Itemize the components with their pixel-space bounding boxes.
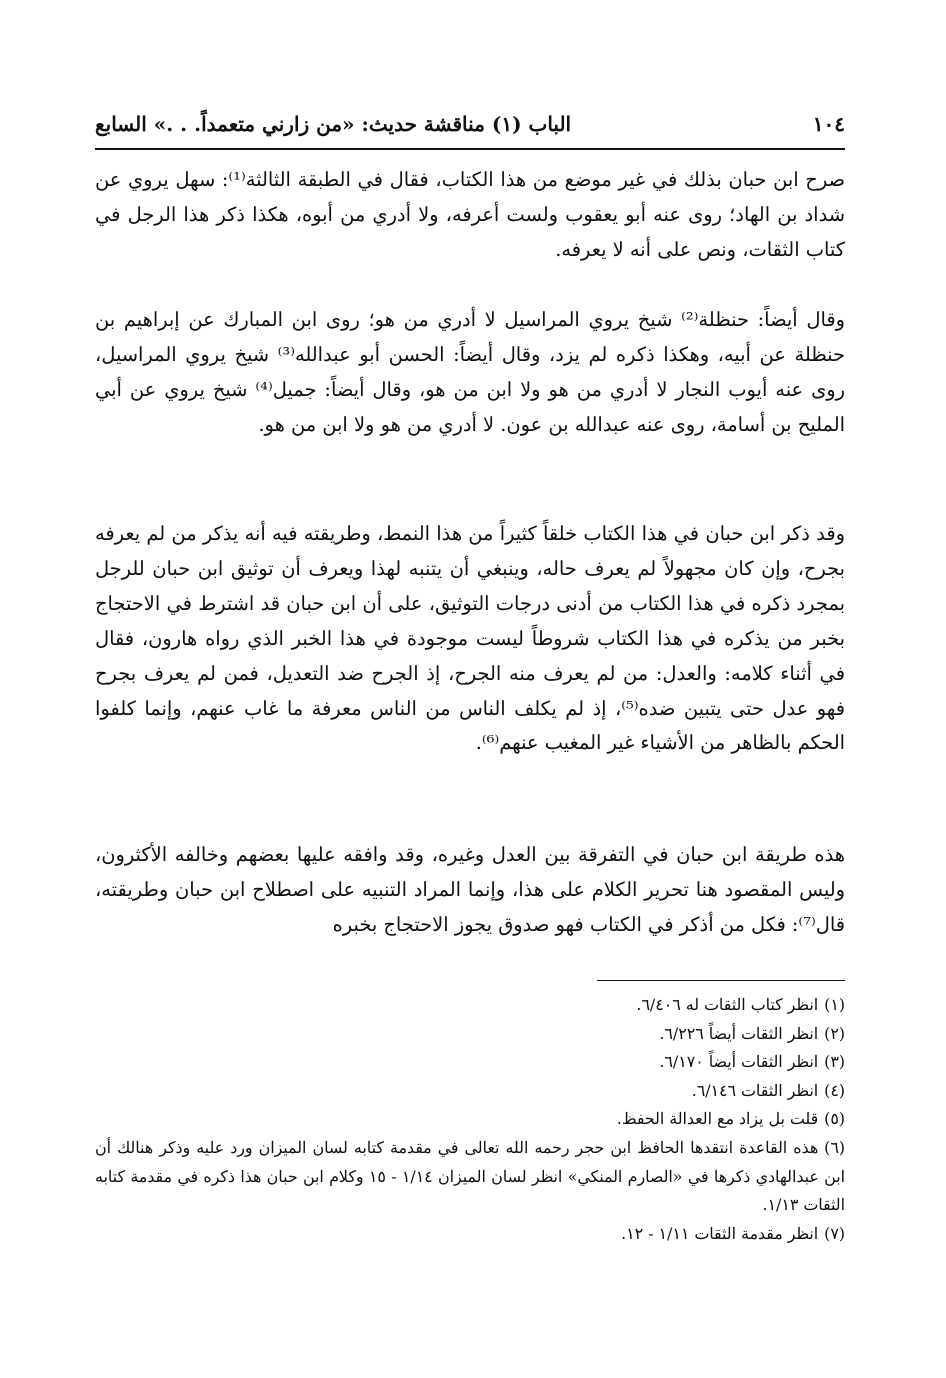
footnote-number: (٥) <box>824 1109 845 1129</box>
footnote-text: انظر كتاب الثقات له ٦/٤٠٦. <box>636 995 819 1014</box>
footnote-4 <box>95 1077 845 1106</box>
footnote-separator <box>597 980 845 981</box>
footnote-number: (١) <box>824 995 845 1014</box>
paragraph-2 <box>95 303 845 443</box>
footnote-number: (٧) <box>824 1223 845 1243</box>
running-header <box>95 112 845 146</box>
footnote-text: هذه القاعدة انتقدها الحافظ ابن حجر رحمه الله تعالى في مقدمة كتابه لسان الميزان ورد عليه وذكر هنالك أن ابن عبدالهادي ذكرها في «الصارم المنكي» انظر لسان الميزان ١/١٤ - ١٥ وكلام ابن حبان هذا ذكره في مقدمة كتابه الثقات ١/١٣. <box>95 1137 845 1215</box>
footnote-2 <box>95 1020 845 1049</box>
footnotes <box>95 991 845 1248</box>
paragraph-4 <box>95 838 845 943</box>
paragraph-text: صرح ابن حبان بذلك في غير موضع من هذا الكتاب، فقال في الطبقة الثالثة⁽¹⁾: سهل يروي عن شداد بن الهاد؛ روى عنه أبو يعقوب ولست أعرفه، ولا أدري من أبوه، هكذا ذكر هذا الرجل في كتاب الثقات، ونص على أنه لا يعرفه. <box>95 168 845 261</box>
footnote-number: (٣) <box>824 1052 845 1072</box>
footnote-1 <box>95 991 845 1020</box>
paragraph-text: وقال أيضاً: حنظلة⁽²⁾ شيخ يروي المراسيل لا أدري من هو؛ روى ابن المبارك عن إبراهيم بن حنظلة عن أبيه، وهكذا ذكره لم يزد، وقال أيضاً: الحسن أبو عبدالله⁽³⁾ شيخ يروي المراسيل، روى عنه أيوب النجار لا أدري من هو ولا ابن من هو، وقال أيضاً: جميل⁽⁴⁾ شيخ يروي عن أبي المليح بن أسامة، روى عنه عبدالله بن عون. لا أدري من هو ولا ابن من هو. <box>95 308 846 436</box>
header-rule <box>95 148 845 150</box>
footnote-3 <box>95 1048 845 1077</box>
page-number: ١٠٤ <box>812 112 845 136</box>
footnote-text: انظر الثقات أيضاً ٦/١٧٠. <box>659 1052 819 1072</box>
footnote-text: انظر الثقات أيضاً ٦/٢٢٦. <box>659 1023 819 1043</box>
footnote-text: قلت بل يزاد مع العدالة الحفظ. <box>616 1109 819 1129</box>
running-title: الباب (١) مناقشة حديث: «من زارني متعمداً. . .» السابع <box>95 112 572 136</box>
footnote-7 <box>95 1220 845 1249</box>
paragraph-text: وقد ذكر ابن حبان في هذا الكتاب خلقاً كثيراً من هذا النمط، وطريقته فيه أنه يذكر من لم يعرفه بجرح، وإن كان مجهولاً لم يعرف حاله، وينبغي أن يتنبه لهذا ويعرف أن توثيق ابن حبان للرجل بمجرد ذكره في هذا الكتاب من أدنى درجات التوثيق، على أن ابن حبان قد اشترط في الاحتجاج بخبر من يذكره في هذا الكتاب شروطاً ليست موجودة في هذا الخبر الذي رواه هارون، فقال في أثناء كلامه: والعدل: من لم يعرف منه الجرح، إذ الجرح ضد التعديل، فمن لم يعرف بجرح فهو عدل حتى يتبين ضده⁽⁵⁾، إذ لم يكلف الناس من الناس معرفة ما غاب عنهم، وإنما كلفوا الحكم بالظاهر من الأشياء غير المغيب عنهم⁽⁶⁾. <box>95 522 845 755</box>
footnote-number: (٤) <box>824 1080 845 1100</box>
paragraph-3 <box>95 517 845 761</box>
footnote-number: (٦) <box>824 1137 845 1157</box>
paragraph-text: هذه طريقة ابن حبان في التفرقة بين العدل وغيره، وقد وافقه عليها بعضهم وخالفه الأكثرون، وليس المقصود هنا تحرير الكلام على هذا، وإنما المراد التنبيه على اصطلاح ابن حبان وطريقته، قال⁽⁷⁾: فكل من أذكر في الكتاب فهو صدوق يجوز الاحتجاج بخبره <box>95 843 845 936</box>
footnote-text: انظر الثقات ٦/١٤٦. <box>691 1080 819 1100</box>
footnote-number: (٢) <box>824 1023 845 1043</box>
footnote-5 <box>95 1105 845 1134</box>
paragraph-1 <box>95 163 845 268</box>
footnote-text: انظر مقدمة الثقات ١/١١ - ١٢. <box>621 1223 819 1243</box>
footnote-6 <box>95 1134 845 1220</box>
